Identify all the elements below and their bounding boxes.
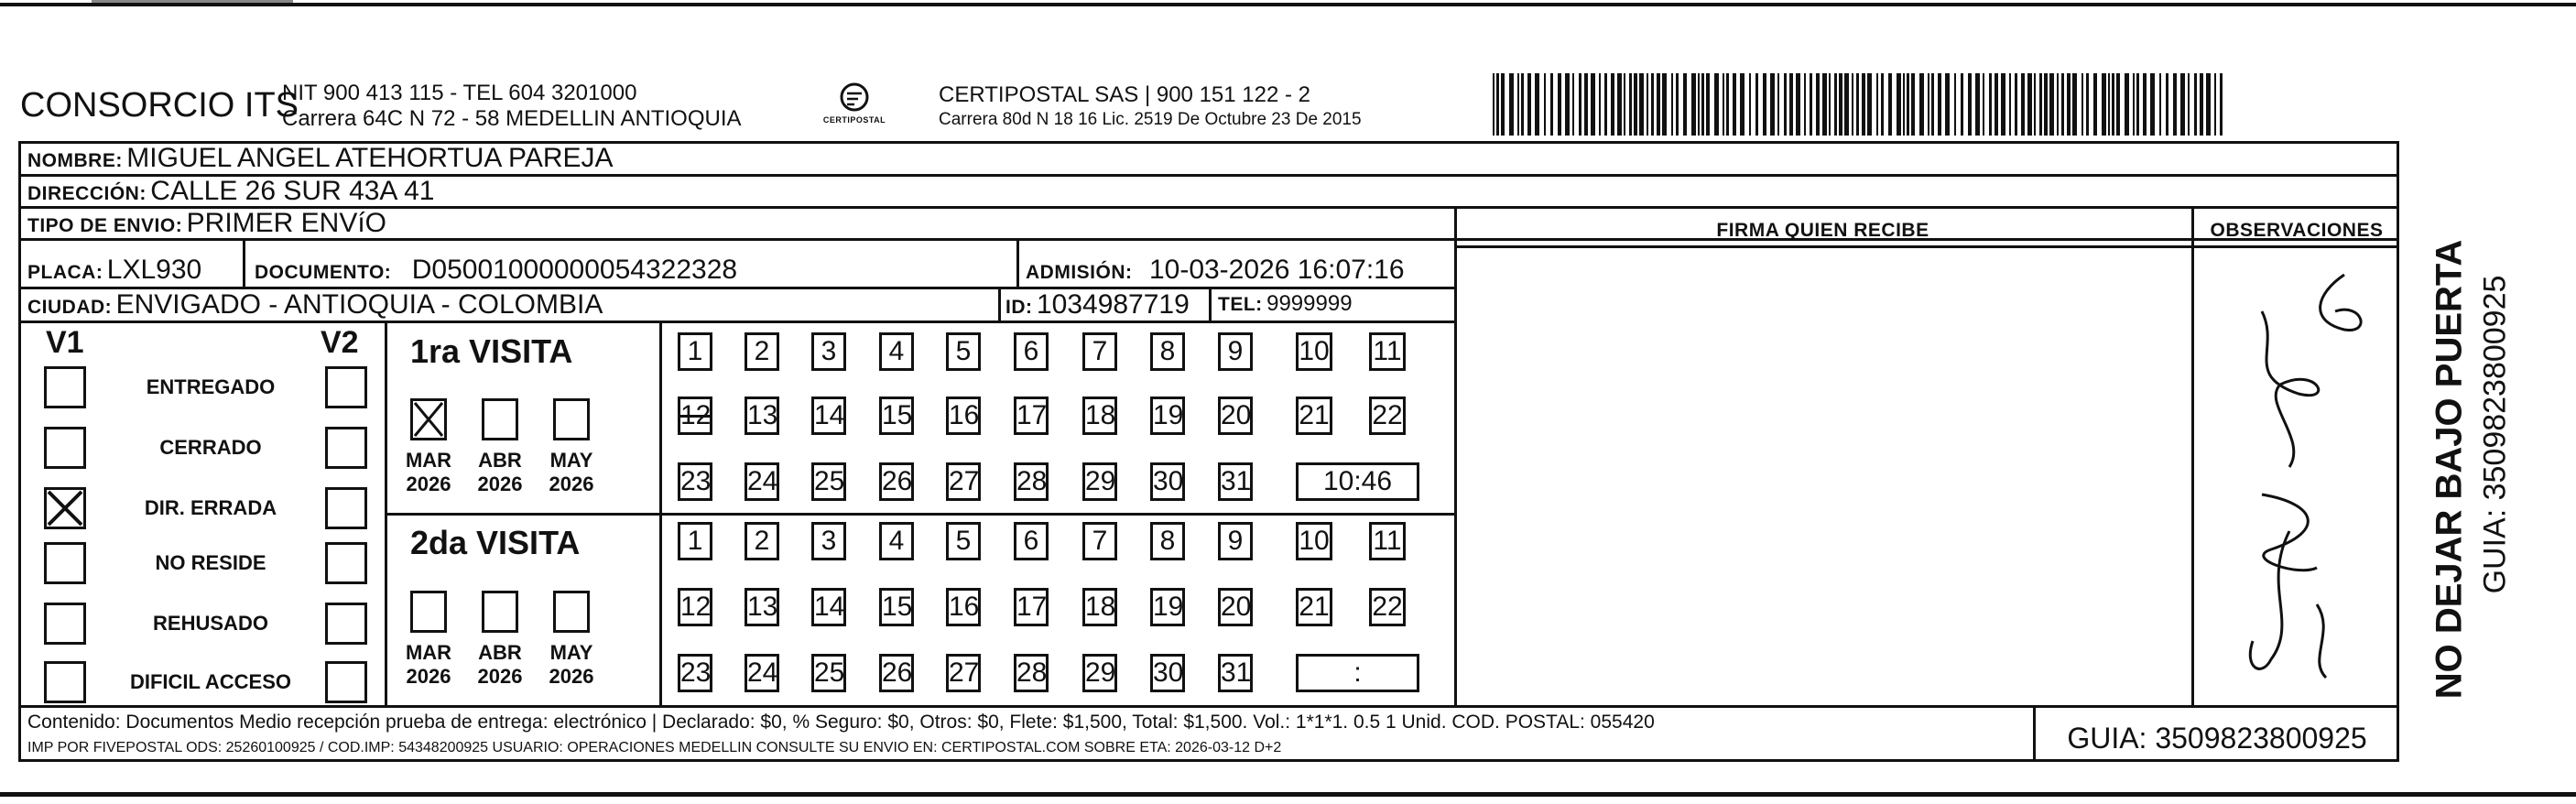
day-box[interactable]: 16 xyxy=(946,588,981,626)
day-box[interactable]: 20 xyxy=(1218,397,1253,435)
month-year: 2026 xyxy=(406,473,451,495)
status-label: REHUSADO xyxy=(153,612,268,635)
v2-checkbox[interactable] xyxy=(325,542,367,584)
certipostal-logo xyxy=(813,81,896,132)
day-box[interactable]: 23 xyxy=(678,654,712,692)
documento-field xyxy=(255,255,737,286)
firma-header: FIRMA QUIEN RECIBE xyxy=(1716,220,1929,241)
tipo-envio-row xyxy=(27,208,386,239)
month-label xyxy=(533,641,610,689)
day-box[interactable]: 25 xyxy=(811,654,846,692)
month-checkbox-marked[interactable] xyxy=(410,398,447,440)
v1-checkbox[interactable] xyxy=(44,427,86,469)
day-box[interactable]: 13 xyxy=(745,588,779,626)
company-nit: NIT 900 413 115 - TEL 604 3201000 xyxy=(282,81,637,105)
scan-artifact xyxy=(92,0,293,3)
footer-guia: GUIA: 3509823800925 xyxy=(2067,722,2367,755)
first-visit-title: 1ra VISITA xyxy=(410,332,573,370)
v1-label: V1 xyxy=(46,325,84,360)
tel-label: TEL: xyxy=(1218,294,1263,315)
day-box[interactable]: 19 xyxy=(1150,588,1185,626)
month-year: 2026 xyxy=(477,473,523,495)
id-label: ID: xyxy=(1005,297,1033,318)
status-label: DIFICIL ACCESO xyxy=(129,670,291,693)
certipostal-address: Carrera 80d N 18 16 Lic. 2519 De Octubre 23 De 2015 xyxy=(939,110,1362,129)
day-box[interactable]: 9 xyxy=(1218,332,1253,371)
status-label: ENTREGADO xyxy=(146,375,276,398)
ciudad-label: CIUDAD: xyxy=(27,297,113,318)
direccion-value: CALLE 26 SUR 43A 41 xyxy=(150,176,435,206)
v2-label: V2 xyxy=(321,325,359,360)
admision-value: 10-03-2026 16:07:16 xyxy=(1148,255,1405,285)
day-box[interactable]: 17 xyxy=(1014,588,1049,626)
day-box[interactable]: 5 xyxy=(946,522,981,560)
v1-checkbox[interactable] xyxy=(44,661,86,703)
month-name: MAR xyxy=(405,641,452,664)
day-box[interactable]: 10 xyxy=(1296,332,1332,371)
month-label xyxy=(390,449,467,496)
month-name: ABR xyxy=(478,641,522,664)
day-box-marked[interactable]: 12 xyxy=(678,397,712,435)
admision-label: ADMISIÓN: xyxy=(1026,262,1133,283)
month-name: MAY xyxy=(549,449,593,472)
day-box[interactable]: 30 xyxy=(1150,654,1185,692)
day-box[interactable]: 22 xyxy=(1369,588,1406,626)
v2-checkbox[interactable] xyxy=(325,366,367,408)
v2-checkbox[interactable] xyxy=(325,487,367,529)
direccion-row xyxy=(27,176,435,207)
direccion-label: DIRECCIÓN: xyxy=(27,183,147,204)
day-box[interactable]: 15 xyxy=(879,397,914,435)
placa-value: LXL930 xyxy=(106,255,202,285)
second-visit-title: 2da VISITA xyxy=(410,524,581,561)
visit-time: 10:46 xyxy=(1296,462,1419,501)
tel-field xyxy=(1218,291,1353,317)
day-box[interactable]: 2 xyxy=(745,522,779,560)
v2-checkbox[interactable] xyxy=(325,427,367,469)
day-box[interactable]: 27 xyxy=(946,462,981,501)
bottom-border xyxy=(0,792,2576,797)
day-box[interactable]: 6 xyxy=(1014,522,1049,560)
company-address: Carrera 64C N 72 - 58 MEDELLIN ANTIOQUIA xyxy=(282,106,742,131)
visit-time: : xyxy=(1296,654,1419,692)
top-border xyxy=(0,3,2576,6)
footer-contenido: Contenido: Documentos Medio recepción prueba de entrega: electrónico | Declarado: $0, % Seguro: $0, Otros: $0, Flete: $1,500, Total: $1,500. Vol.: 1*1*1. 0.5 1 Unid. COD. POSTAL: 055420 xyxy=(27,712,1655,733)
day-box[interactable]: 23 xyxy=(678,462,712,501)
day-box[interactable]: 10 xyxy=(1296,522,1332,560)
no-dejar-bajo-puerta: NO DEJAR BAJO PUERTA xyxy=(2429,239,2470,700)
day-box[interactable]: 24 xyxy=(745,462,779,501)
documento-value: D05001000000054322328 xyxy=(411,255,738,285)
company-name: CONSORCIO ITS xyxy=(20,86,299,125)
observaciones-header: OBSERVACIONES xyxy=(2210,220,2384,241)
certipostal-name: CERTIPOSTAL SAS | 900 151 122 - 2 xyxy=(939,82,1310,107)
day-box[interactable]: 19 xyxy=(1150,397,1185,435)
day-box[interactable]: 22 xyxy=(1369,397,1406,435)
tipo-envio-value: PRIMER ENVíO xyxy=(186,208,387,238)
month-checkbox[interactable] xyxy=(482,591,518,633)
month-name: MAY xyxy=(549,641,593,664)
day-box[interactable]: 27 xyxy=(946,654,981,692)
status-label: NO RESIDE xyxy=(155,551,266,574)
month-checkbox[interactable] xyxy=(553,591,590,633)
day-box[interactable]: 26 xyxy=(879,462,914,501)
month-label xyxy=(462,641,538,689)
day-box[interactable]: 13 xyxy=(745,397,779,435)
day-box[interactable]: 1 xyxy=(678,522,712,560)
day-box[interactable]: 4 xyxy=(879,332,914,371)
month-label xyxy=(462,449,538,496)
ciudad-field xyxy=(27,289,603,321)
day-box[interactable]: 14 xyxy=(811,588,846,626)
nombre-label: NOMBRE: xyxy=(27,150,123,171)
day-box[interactable]: 14 xyxy=(811,397,846,435)
day-box[interactable]: 4 xyxy=(879,522,914,560)
nombre-row xyxy=(27,143,614,174)
v1-checkbox[interactable] xyxy=(44,366,86,408)
barcode xyxy=(1493,73,2225,136)
tipo-envio-label: TIPO DE ENVIO: xyxy=(27,215,183,236)
v1-checkbox[interactable] xyxy=(44,542,86,584)
day-box[interactable]: 20 xyxy=(1218,588,1253,626)
placa-field xyxy=(27,255,201,286)
month-year: 2026 xyxy=(549,665,594,688)
day-box[interactable]: 2 xyxy=(745,332,779,371)
day-box[interactable]: 9 xyxy=(1218,522,1253,560)
documento-label: DOCUMENTO: xyxy=(255,262,392,283)
month-label xyxy=(390,641,467,689)
day-box[interactable]: 7 xyxy=(1082,522,1117,560)
logo-caption: CERTIPOSTAL xyxy=(822,115,886,125)
day-box[interactable]: 21 xyxy=(1296,588,1332,626)
month-name: ABR xyxy=(478,449,522,472)
day-box[interactable]: 31 xyxy=(1218,462,1253,501)
day-box[interactable]: 21 xyxy=(1296,397,1332,435)
day-box[interactable]: 7 xyxy=(1082,332,1117,371)
month-year: 2026 xyxy=(549,473,594,495)
day-box[interactable]: 1 xyxy=(678,332,712,371)
day-box[interactable]: 28 xyxy=(1014,462,1049,501)
day-box[interactable]: 12 xyxy=(678,588,712,626)
signature xyxy=(2207,256,2381,696)
day-box[interactable]: 18 xyxy=(1082,397,1117,435)
day-box[interactable]: 15 xyxy=(879,588,914,626)
month-checkbox[interactable] xyxy=(553,398,590,440)
status-label: DIR. ERRADA xyxy=(144,496,277,519)
day-box[interactable]: 16 xyxy=(946,397,981,435)
day-box[interactable]: 3 xyxy=(811,522,846,560)
day-box[interactable]: 29 xyxy=(1082,654,1117,692)
day-box[interactable]: 5 xyxy=(946,332,981,371)
side-guia: GUIA: 3509823800925 xyxy=(2477,275,2513,594)
ciudad-value: ENVIGADO - ANTIOQUIA - COLOMBIA xyxy=(115,289,603,320)
day-box[interactable]: 11 xyxy=(1369,332,1406,371)
v1-checkbox[interactable] xyxy=(44,603,86,645)
status-label: CERRADO xyxy=(159,436,262,459)
day-box[interactable]: 31 xyxy=(1218,654,1253,692)
day-box[interactable]: 6 xyxy=(1014,332,1049,371)
footer-impresion: IMP POR FIVEPOSTAL ODS: 25260100925 / COD.IMP: 54348200925 USUARIO: OPERACIONES MEDELLIN CONSULTE SU ENVIO EN: CERTIPOSTAL.COM SOBRE ETA: 2026-03-12 D+2 xyxy=(27,740,1282,755)
day-box[interactable]: 30 xyxy=(1150,462,1185,501)
nombre-value: MIGUEL ANGEL ATEHORTUA PAREJA xyxy=(126,143,614,173)
day-box[interactable]: 25 xyxy=(811,462,846,501)
month-checkbox[interactable] xyxy=(410,591,447,633)
day-box[interactable]: 3 xyxy=(811,332,846,371)
day-box[interactable]: 29 xyxy=(1082,462,1117,501)
day-box[interactable]: 26 xyxy=(879,654,914,692)
day-box[interactable]: 24 xyxy=(745,654,779,692)
v2-checkbox[interactable] xyxy=(325,603,367,645)
placa-label: PLACA: xyxy=(27,262,103,283)
id-value: 1034987719 xyxy=(1036,289,1190,320)
id-field xyxy=(1005,289,1190,321)
month-year: 2026 xyxy=(406,665,451,688)
month-year: 2026 xyxy=(477,665,523,688)
month-name: MAR xyxy=(405,449,452,472)
month-label xyxy=(533,449,610,496)
day-box[interactable]: 28 xyxy=(1014,654,1049,692)
tel-value: 9999999 xyxy=(1266,291,1353,316)
v1-checkbox-checked[interactable] xyxy=(44,487,86,529)
month-checkbox[interactable] xyxy=(482,398,518,440)
day-box[interactable]: 18 xyxy=(1082,588,1117,626)
day-box[interactable]: 8 xyxy=(1150,522,1185,560)
v2-checkbox[interactable] xyxy=(325,661,367,703)
admision-field xyxy=(1026,255,1405,286)
day-box[interactable]: 11 xyxy=(1369,522,1406,560)
day-box[interactable]: 8 xyxy=(1150,332,1185,371)
day-box[interactable]: 17 xyxy=(1014,397,1049,435)
